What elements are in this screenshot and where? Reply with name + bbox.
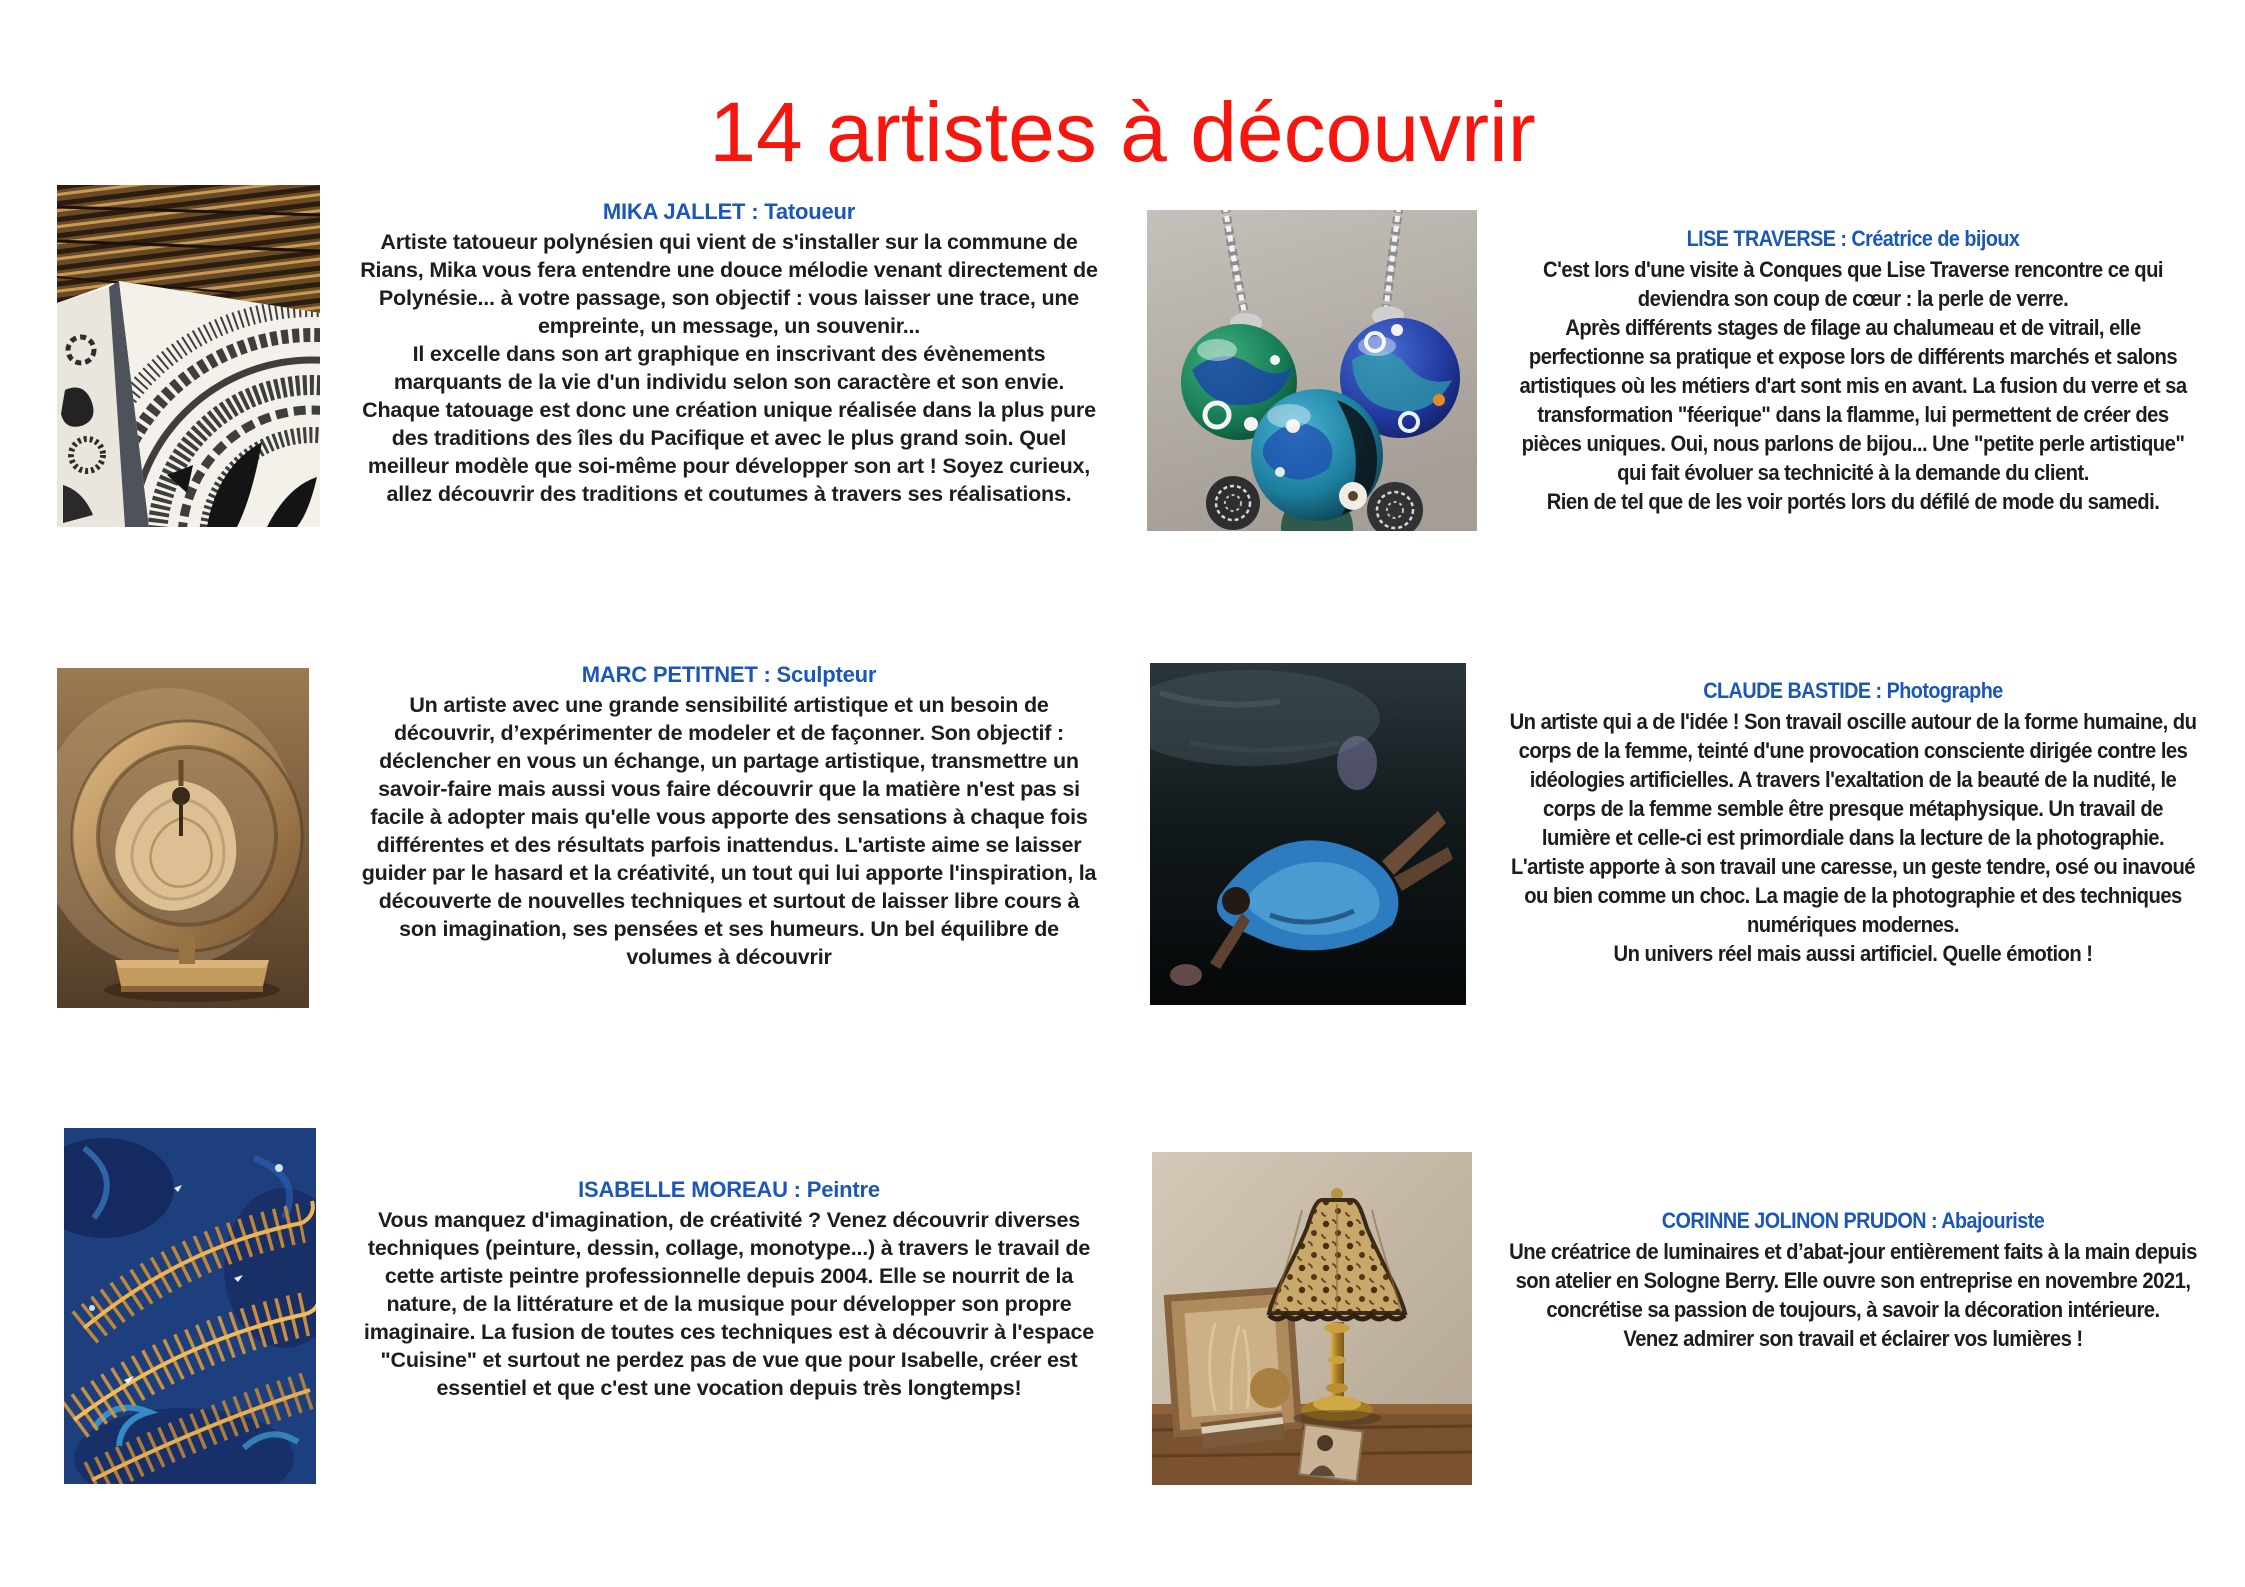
jellyfish-shape (1337, 736, 1377, 790)
artist-entry-corinne-jolinon-prudon (1507, 1206, 2200, 1353)
tattoo-design-image (57, 185, 320, 527)
artist-paragraph: Rien de tel que de les voir portés lors du défilé de mode du samedi. (1546, 489, 2160, 514)
artist-paragraph: Un artiste qui a de l'idée ! Son travail oscille autour de la forme humaine, du corps de la femme, teinté d'une provocation consciente dirigée contre les idéologies artificielles. A travers l'exaltation de la beauté de la nudité, le corps de la femme semble être presque métaphysique. Un travail de lumière et celle-ci est primordiale dans la lecture de la photographie. L'artiste apporte à son travail une caresse, un geste tendre, osé ou inavoué ou bien comme un choc. La magie de la photographie et des techniques numériques modernes. (1509, 709, 2197, 937)
portrait-postcard (1299, 1425, 1363, 1482)
lion-figurine (1250, 1368, 1290, 1408)
artist-paragraph: Artiste tatoueur polynésien qui vient de s'installer sur la commune de Rians, Mika vous fera entendre une douce mélodie venant directement de Polynésie... à votre passage, son objectif : vous laisser une trace, une empreinte, un message, un souvenir... (360, 230, 1098, 338)
page-title: 14 artistes à découvrir (709, 85, 1536, 180)
fern-print-image (64, 1128, 316, 1484)
artist-heading: CLAUDE BASTIDE : Photographe (1703, 678, 2003, 703)
artist-paragraph: Après différents stages de filage au chalumeau et de vitrail, elle perfectionne sa pratique et expose lors de différents marchés et salons artistiques où les métiers d'art sont mis en avant. La fusion du verre et sa transformation "féerique" dans la flamme, lui permettent de créer des pièces uniques. Oui, nous parlons de bijou... Une "petite perle artistique" qui fait évoluer sa technicité à la demande du client. (1519, 315, 2187, 485)
artist-paragraph: Il excelle dans son art graphique en inscrivant des évènements marquants de la vie d'un individu selon son caractère et son envie. Chaque tatouage est donc une création unique réalisée dans la plus pure des traditions des îles du Pacifique et avec le plus grand soin. Quel meilleur modèle que soi-même pour développer son art ! Soyez curieux, allez découvrir des traditions et coutumes à travers ses réalisations. (362, 342, 1096, 506)
wood-ring-sculpture-image (57, 668, 309, 1008)
artist-entry-marc-petitnet (358, 661, 1100, 971)
artist-paragraph: Une créatrice de luminaires et d’abat-jour entièrement faits à la main depuis son atelier en Sologne Berry. Elle ouvre son entreprise en novembre 2021, concrétise sa passion de toujours, à savoir la décoration intérieure. (1509, 1239, 2197, 1322)
glass-beads-necklace-image (1147, 210, 1477, 531)
artist-entry-lise-traverse (1507, 224, 2200, 516)
underwater-photograph-image (1150, 663, 1466, 1005)
artist-paragraph: C'est lors d'une visite à Conques que Lise Traverse rencontre ce qui deviendra son coup de cœur : la perle de verre. (1542, 257, 2163, 311)
artist-heading: MIKA JALLET : Tatoueur (602, 199, 856, 224)
artist-paragraph: Venez admirer son travail et éclairer vos lumières ! (1623, 1326, 2083, 1351)
artist-heading: CORINNE JOLINON PRUDON : Abajouriste (1661, 1208, 2045, 1233)
artist-entry-claude-bastide (1507, 676, 2200, 968)
artist-heading: ISABELLE MOREAU : Peintre (578, 1177, 880, 1202)
artist-heading: LISE TRAVERSE : Créatrice de bijoux (1686, 226, 2020, 251)
artist-entry-mika-jallet (358, 198, 1100, 508)
artist-entry-isabelle-moreau (358, 1176, 1100, 1402)
artist-paragraph: Un univers réel mais aussi artificiel. Quelle émotion ! (1613, 941, 2093, 966)
artist-paragraph: Vous manquez d'imagination, de créativité ? Venez découvrir diverses techniques (peinture, dessin, collage, monotype...) à travers le travail de cette artiste peintre professionnelle depuis 2004. Elle se nourrit de la nature, de la littérature et de la musique pour développer son propre imaginaire. La fusion de toutes ces techniques est à découvrir à l'espace "Cuisine" et surtout ne perdez pas de vue que pour Isabelle, créer est essentiel et que c'est une vocation depuis très longtemps! (363, 1208, 1095, 1400)
artist-heading: MARC PETITNET : Sculpteur (581, 662, 877, 687)
lampshade-image (1152, 1152, 1472, 1485)
center-glass-bead (1251, 389, 1383, 521)
wooden-base (115, 960, 269, 992)
artist-paragraph: Un artiste avec une grande sensibilité artistique et un besoin de découvrir, d’expérimenter de modeler et de façonner. Son objectif : déclencher en vous un échange, un partage artistique, transmettre un savoir-faire mais aussi vous faire découvrir que la matière n'est pas si facile à adopter mais qu'elle vous apporte des sensations à chaque fois différentes et des résultats parfois inattendus. L'artiste aime se laisser guider par le hasard et la créativité, un tout qui lui apporte l'inspiration, la découverte de nouvelles techniques et surtout de laisser libre cours à son imagination, ses pensées et ses humeurs. Un bel équilibre de volumes à découvrir (361, 693, 1097, 969)
